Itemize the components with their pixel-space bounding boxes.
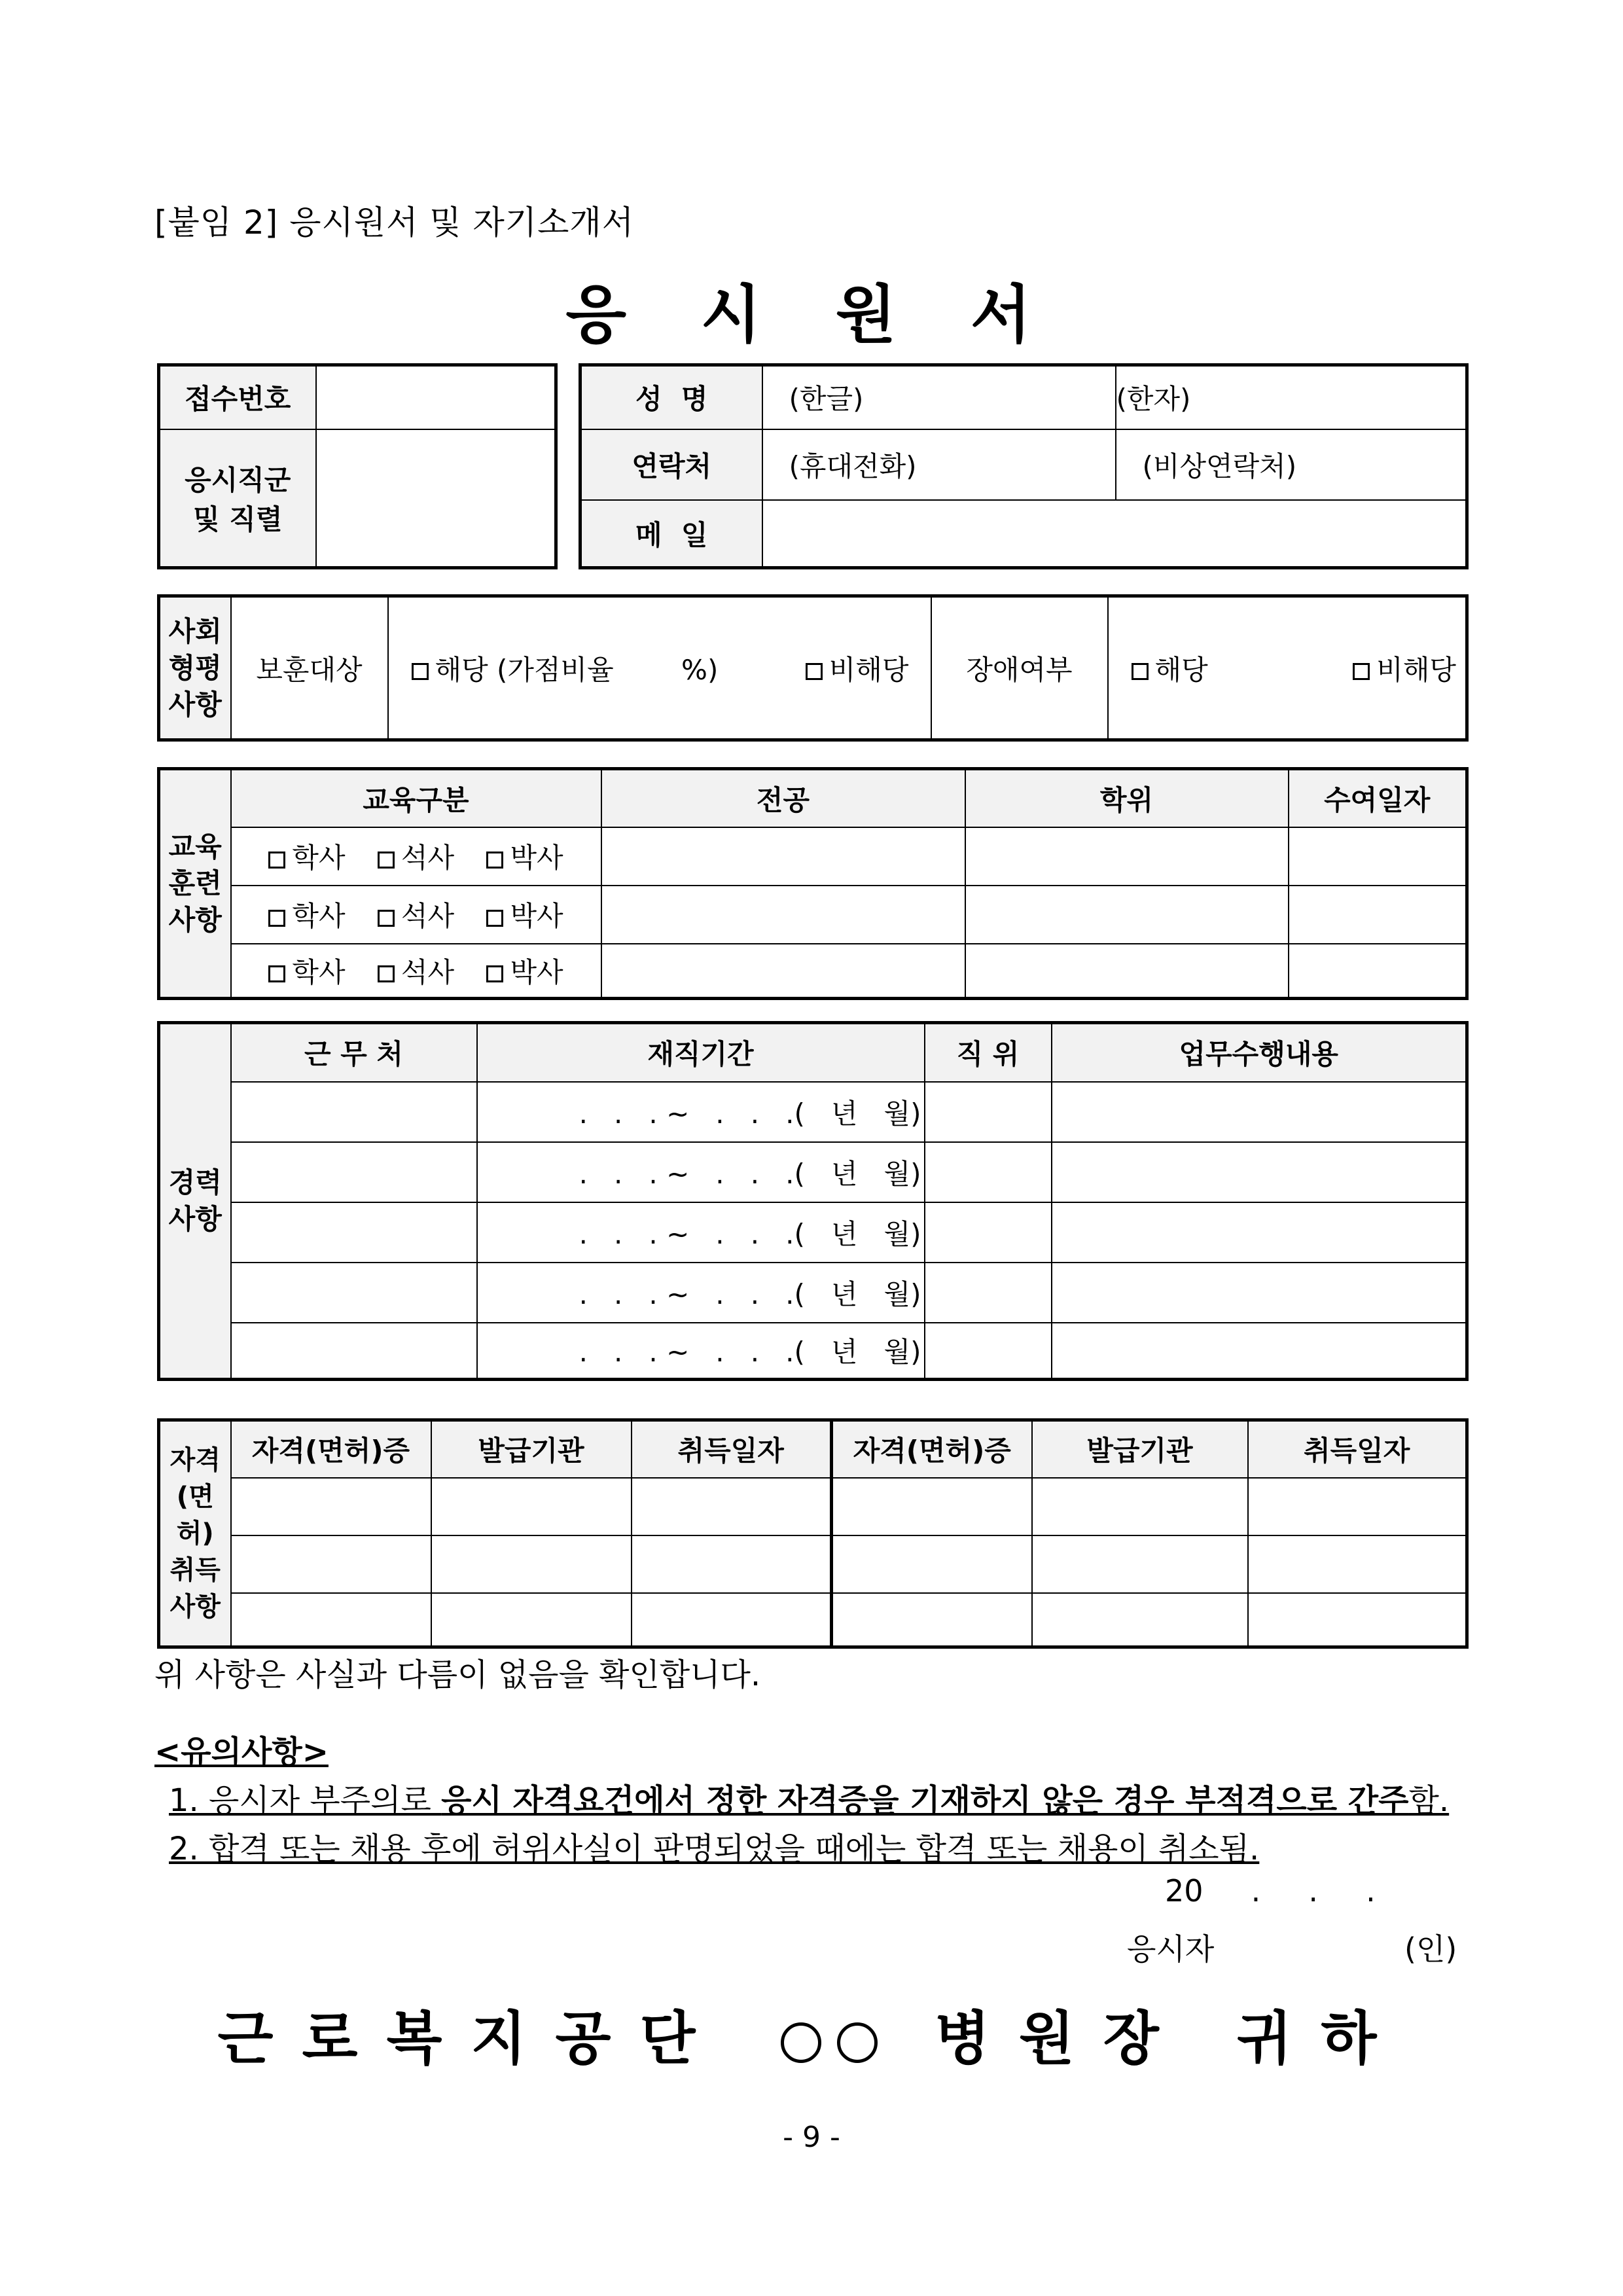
seal-label[interactable]: (인)	[1404, 1931, 1457, 1967]
degree-field[interactable]	[965, 886, 1289, 944]
checkbox-icon	[378, 910, 395, 927]
license-header-name: 자격(면허)증	[832, 1420, 1032, 1478]
disability-no-checkbox[interactable]: 비해당	[1353, 649, 1456, 688]
name-korean-field[interactable]: (한글)	[762, 365, 1116, 429]
table-row	[159, 1142, 1467, 1202]
license-name-field[interactable]	[231, 1535, 431, 1593]
addressee: 근로복지공단 병원장 귀하	[217, 2005, 1406, 2072]
checkbox-icon	[486, 965, 503, 982]
education-header-degree: 학위	[965, 769, 1289, 827]
veteran-label: 보훈대상	[231, 596, 388, 740]
table-row	[159, 1263, 1467, 1323]
period-field[interactable]: . . . ~ . . .( 년 월)	[477, 1142, 925, 1202]
name-label: 성 명	[580, 365, 762, 429]
workplace-field[interactable]	[231, 1202, 477, 1263]
major-field[interactable]	[601, 886, 965, 944]
workplace-field[interactable]	[231, 1263, 477, 1323]
duties-field[interactable]	[1052, 1142, 1467, 1202]
degree-options	[231, 944, 601, 999]
period-field[interactable]: . . . ~ . . .( 년 월)	[477, 1202, 925, 1263]
major-field[interactable]	[601, 944, 965, 999]
degree-options	[231, 827, 601, 886]
education-table	[157, 767, 1469, 1000]
license-header-issuer: 발급기관	[431, 1420, 632, 1478]
license-date-field[interactable]	[1248, 1593, 1467, 1647]
workplace-field[interactable]	[231, 1142, 477, 1202]
job-category-field[interactable]	[316, 429, 556, 568]
veteran-options	[388, 596, 931, 740]
workplace-field[interactable]	[231, 1323, 477, 1380]
master-checkbox[interactable]: 석사	[378, 836, 454, 876]
checkbox-icon	[1132, 663, 1149, 680]
license-name-field[interactable]	[231, 1593, 431, 1647]
license-date-field[interactable]	[632, 1535, 832, 1593]
social-equity-label: 사회 형평 사항	[159, 596, 231, 740]
notice-item-2: 2. 합격 또는 채용 후에 허위사실이 판명되었을 때에는 합격 또는 채용이 취소됨.	[169, 1831, 1260, 1867]
table-row	[159, 1082, 1467, 1142]
applicant-label: 응시자	[1127, 1931, 1215, 1967]
attachment-title: [붙임 2] 응시원서 및 자기소개서	[154, 204, 634, 242]
license-issuer-field[interactable]	[431, 1478, 632, 1535]
notice-title: <유의사항>	[154, 1734, 329, 1770]
table-row	[159, 886, 1467, 944]
education-header-date: 수여일자	[1289, 769, 1467, 827]
disability-label: 장애여부	[931, 596, 1108, 740]
checkbox-icon	[806, 663, 823, 680]
job-category-label: 응시직군 및 직렬	[159, 429, 316, 568]
license-table	[157, 1418, 1469, 1649]
major-field[interactable]	[601, 827, 965, 886]
workplace-field[interactable]	[231, 1082, 477, 1142]
bachelor-checkbox[interactable]: 학사	[268, 895, 345, 934]
license-name-field[interactable]	[832, 1593, 1032, 1647]
table-row	[159, 1202, 1467, 1263]
position-field[interactable]	[925, 1202, 1052, 1263]
email-field[interactable]	[762, 500, 1467, 568]
license-issuer-field[interactable]	[1032, 1593, 1248, 1647]
license-name-field[interactable]	[231, 1478, 431, 1535]
veteran-percent: %)	[681, 653, 719, 686]
license-issuer-field[interactable]	[431, 1535, 632, 1593]
veteran-no-checkbox[interactable]: 비해당	[806, 654, 909, 686]
license-header-name: 자격(면허)증	[231, 1420, 431, 1478]
license-label: 자격 (면허) 취득 사항	[159, 1420, 231, 1647]
checkbox-icon	[1353, 663, 1370, 680]
table-row	[159, 944, 1467, 999]
award-date-field[interactable]	[1289, 886, 1467, 944]
receipt-table	[157, 363, 558, 569]
duties-field[interactable]	[1052, 1263, 1467, 1323]
education-label: 교육 훈련 사항	[159, 769, 231, 999]
degree-field[interactable]	[965, 827, 1289, 886]
position-field[interactable]	[925, 1082, 1052, 1142]
email-label: 메 일	[580, 500, 762, 568]
notice-item-1: 1. 응시자 부주의로 응시 자격요건에서 정한 자격증을 기재하지 않은 경우 부적격으로 간주함.	[169, 1782, 1450, 1819]
period-field[interactable]: . . . ~ . . .( 년 월)	[477, 1082, 925, 1142]
license-header-date: 취득일자	[1248, 1420, 1467, 1478]
checkbox-icon	[268, 852, 285, 869]
receipt-number-label: 접수번호	[159, 365, 316, 429]
table-row	[159, 1593, 1467, 1647]
table-row	[159, 1478, 1467, 1535]
form-title: 응 시 원 서	[565, 278, 1058, 351]
checkbox-icon	[486, 910, 503, 927]
position-field[interactable]	[925, 1142, 1052, 1202]
license-name-field[interactable]	[832, 1535, 1032, 1593]
career-header-duties: 업무수행내용	[1052, 1023, 1467, 1082]
license-header-issuer: 발급기관	[1032, 1420, 1248, 1478]
position-field[interactable]	[925, 1263, 1052, 1323]
name-hanja-field[interactable]: (한자)	[1116, 365, 1467, 429]
doctor-checkbox[interactable]: 박사	[486, 895, 563, 934]
education-header-major: 전공	[601, 769, 965, 827]
duties-field[interactable]	[1052, 1082, 1467, 1142]
master-checkbox[interactable]: 석사	[378, 895, 454, 934]
period-field[interactable]: . . . ~ . . .( 년 월)	[477, 1323, 925, 1380]
page-number: - 9 -	[783, 2121, 840, 2154]
license-issuer-field[interactable]	[1032, 1478, 1248, 1535]
disability-yes-checkbox[interactable]: 해당	[1132, 654, 1208, 686]
table-row	[159, 1535, 1467, 1593]
checkbox-icon	[378, 965, 395, 982]
period-field[interactable]: . . . ~ . . .( 년 월)	[477, 1263, 925, 1323]
license-date-field[interactable]	[1248, 1535, 1467, 1593]
contact-label: 연락처	[580, 429, 762, 500]
master-checkbox[interactable]: 석사	[378, 951, 454, 990]
doctor-checkbox[interactable]: 박사	[486, 951, 563, 990]
license-header-date: 취득일자	[632, 1420, 832, 1478]
duties-field[interactable]	[1052, 1323, 1467, 1380]
checkbox-icon	[268, 965, 285, 982]
license-issuer-field[interactable]	[431, 1593, 632, 1647]
personal-info-table	[579, 363, 1469, 569]
blank-circle-icon	[837, 2022, 878, 2063]
degree-options	[231, 886, 601, 944]
award-date-field[interactable]	[1289, 944, 1467, 999]
degree-field[interactable]	[965, 944, 1289, 999]
doctor-checkbox[interactable]: 박사	[486, 836, 563, 876]
checkbox-icon	[268, 910, 285, 927]
career-label: 경력 사항	[159, 1023, 231, 1380]
checkbox-icon	[486, 852, 503, 869]
bachelor-checkbox[interactable]: 학사	[268, 836, 345, 876]
position-field[interactable]	[925, 1323, 1052, 1380]
checkbox-icon	[378, 852, 395, 869]
table-row	[159, 827, 1467, 886]
career-table	[157, 1021, 1469, 1381]
license-date-field[interactable]	[632, 1478, 832, 1535]
date-line[interactable]: 20 . . .	[1165, 1873, 1376, 1909]
confirm-text: 위 사항은 사실과 다름이 없음을 확인합니다.	[154, 1657, 761, 1693]
career-header-period: 재직기간	[477, 1023, 925, 1082]
emergency-contact-field[interactable]: (비상연락처)	[1116, 429, 1467, 500]
social-equity-table	[157, 594, 1469, 742]
career-header-position: 직 위	[925, 1023, 1052, 1082]
table-row	[159, 1323, 1467, 1380]
bachelor-checkbox[interactable]: 학사	[268, 951, 345, 990]
mobile-field[interactable]: (휴대전화)	[762, 429, 1116, 500]
license-name-field[interactable]	[832, 1478, 1032, 1535]
veteran-yes-checkbox[interactable]: 해당 (가점비율	[412, 654, 614, 686]
license-issuer-field[interactable]	[1032, 1535, 1248, 1593]
receipt-number-field[interactable]	[316, 365, 556, 429]
career-header-workplace: 근 무 처	[231, 1023, 477, 1082]
disability-options	[1108, 596, 1467, 740]
checkbox-icon	[412, 663, 429, 680]
license-date-field[interactable]	[632, 1593, 832, 1647]
license-date-field[interactable]	[1248, 1478, 1467, 1535]
duties-field[interactable]	[1052, 1202, 1467, 1263]
education-header-type: 교육구분	[231, 769, 601, 827]
blank-circle-icon	[781, 2022, 821, 2063]
award-date-field[interactable]	[1289, 827, 1467, 886]
